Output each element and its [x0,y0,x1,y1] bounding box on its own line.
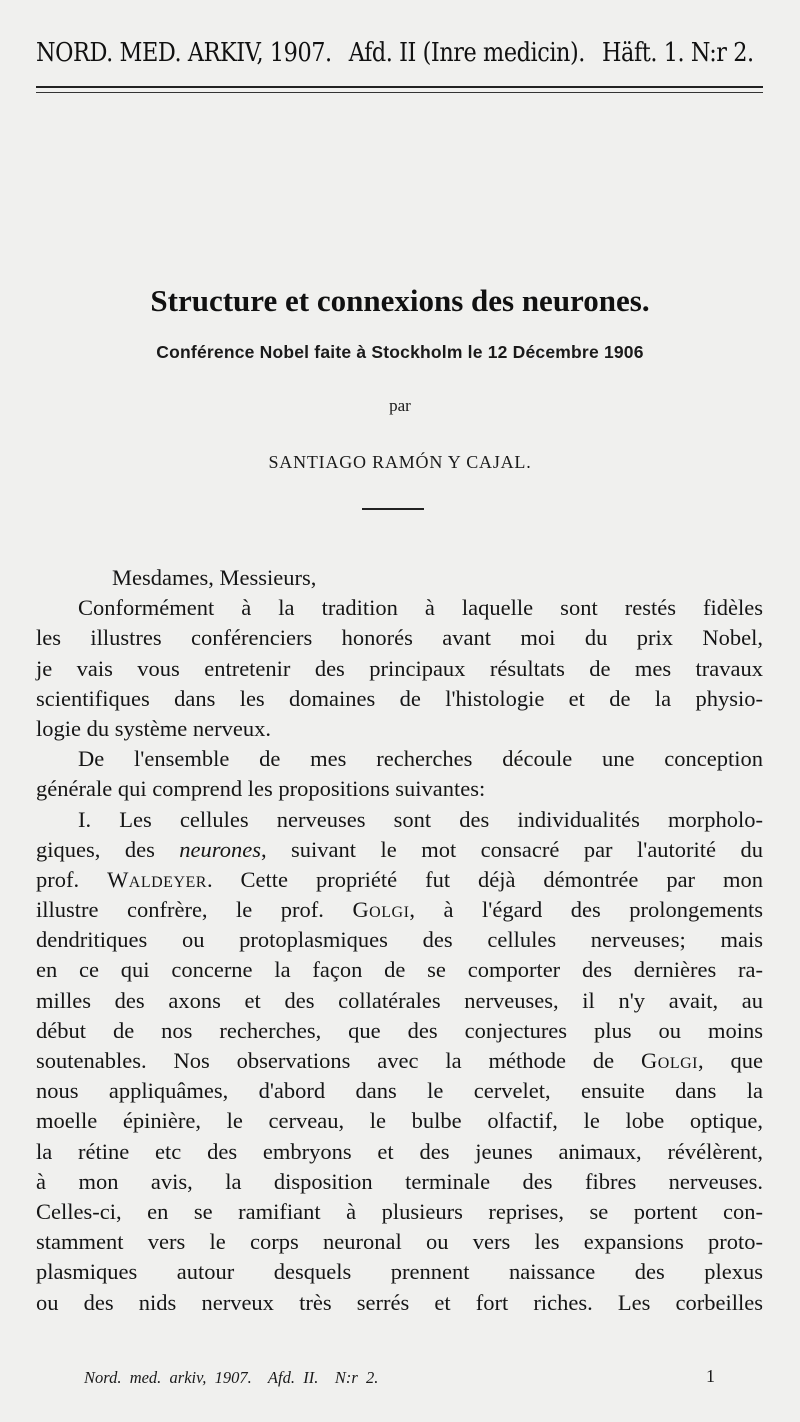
text-line: moelle épinière, le cerveau, le bulbe olfactif, le lobe optique, [36,1108,763,1134]
text-fragment: prof. [36,866,80,892]
text-line [36,895,763,925]
journal-issue: Häft. 1. N:r 2. [601,38,754,68]
running-head [36,38,754,78]
text-line: ou des nids nerveux très serrés et fort riches. Les corbeilles [36,1289,763,1315]
text-line: stamment vers le corps neuronal ou vers les expansions proto- [36,1229,763,1255]
text-fragment: soutenables. Nos observations avec la méthode de [36,1048,615,1073]
text-fragment: . Cette propriété fut déjà démontrée par mon [206,866,763,892]
text-line: milles des axons et des collatérales nerveuses, il n'y avait, au [36,987,763,1013]
text-line: la rétine etc des embryons et des jeunes animaux, révélèrent, [36,1138,763,1164]
text-line: à mon avis, la disposition terminale des fibres nerveuses. [36,1168,763,1194]
text-line: générale qui comprend les propositions suivantes: [36,776,486,802]
header-rule-thin [36,92,763,93]
text-fragment: , à l'égard des prolongements [409,897,764,923]
text-line: scientifiques dans les domaines de l'histologie et de la physio- [36,685,763,711]
text-fragment: giques, des [36,836,155,862]
journal-section: Afd. II (Inre medicin). [348,38,585,68]
name-waldeyer: Waldeyer [107,866,207,892]
text-fragment: illustre confrère, le prof. [36,897,324,923]
text-line: De l'ensemble de mes recherches découle une conception [78,746,763,772]
text-line [36,865,763,895]
text-line: plasmiques autour desquels prennent naissance des plexus [36,1259,763,1285]
emphasis-neurones: neurones [179,836,261,862]
title-divider [362,508,424,510]
text-fragment: , que [698,1048,764,1073]
text-line [36,835,763,865]
name-golgi: Golgi [641,1048,698,1073]
article-author: SANTIAGO RAMÓN Y CAJAL. [268,452,532,472]
text-line: logie du système nerveux. [36,715,271,741]
text-line: Conformément à la tradition à laquelle sont restés fidèles [78,595,763,621]
text-line: dendritiques ou protoplasmiques des cellules nerveuses; mais [36,927,763,953]
body-text [36,563,763,1318]
journal-name: NORD. MED. ARKIV, 1907. [36,38,332,68]
page-number: 1 [706,1366,715,1386]
byline-par: par [389,396,411,415]
text-line: les illustres conférenciers honorés avant moi du prix Nobel, [36,625,763,651]
text-fragment: , suivant le mot consacré par l'autorité du [260,836,763,862]
text-line [36,1046,763,1076]
text-line: I. Les cellules nerveuses sont des individualités morpholo- [78,806,763,832]
text-line: début de nos recherches, que des conjectures plus ou moins [36,1017,763,1043]
header-rule [36,86,763,88]
text-line: en ce qui concerne la façon de se comporter des dernières ra- [36,957,763,983]
text-line: nous appliquâmes, d'abord dans le cervelet, ensuite dans la [36,1078,763,1104]
article-title: Structure et connexions des neurones. [150,283,650,318]
text-line: Celles-ci, en se ramifiant à plusieurs reprises, se portent con- [36,1198,763,1224]
footer-citation: Nord. med. arkiv, 1907. Afd. II. N:r 2. [84,1368,379,1387]
salutation: Mesdames, Messieurs, [112,565,317,590]
text-line: je vais vous entretenir des principaux résultats de mes travaux [36,655,763,681]
name-golgi: Golgi [352,897,410,923]
article-subtitle: Conférence Nobel faite à Stockholm le 12 Décembre 1906 [156,342,644,362]
